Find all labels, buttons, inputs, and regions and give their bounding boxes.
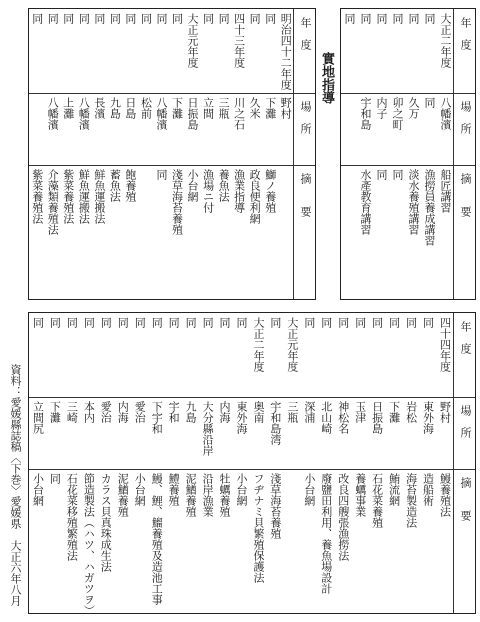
header-place: 場 所 [459, 101, 472, 134]
row-place: 立間尻 [31, 401, 45, 434]
header-note: 摘 要 [299, 173, 312, 217]
row-place: 八幡濱 [77, 97, 91, 130]
row-year: 同 [123, 13, 137, 24]
row-place: 宇和島 [359, 97, 372, 130]
row-note: 牡蠣養殖 [218, 473, 232, 517]
row-year: 同 [370, 317, 384, 328]
row-year: 同 [234, 317, 248, 328]
table-row [357, 9, 373, 299]
row-year: 同 [31, 317, 45, 328]
row-note: 同 [48, 473, 62, 484]
row-place: 八幡濱 [154, 97, 168, 130]
row-note: 廢鹽田利用、養魚場設計 [319, 473, 333, 594]
row-year: 大正元年度 [186, 13, 200, 68]
row-place: 長濱 [92, 97, 106, 119]
row-place: 下灘 [387, 401, 401, 423]
row-year: 同 [217, 13, 231, 24]
row-year: 同 [116, 317, 130, 328]
row-year: 同 [353, 317, 367, 328]
row-year: 同 [108, 13, 122, 24]
section-title: 實地指導 [319, 52, 334, 104]
table-row [216, 313, 233, 613]
row-note: 小台網 [31, 473, 45, 506]
header-column [293, 9, 315, 299]
table-bottom [28, 312, 476, 614]
row-year: 明治四十二年度 [279, 13, 293, 90]
row-note: 泥鰌養殖 [184, 473, 198, 517]
row-note: 紫菜養殖法 [30, 169, 44, 224]
row-place: 大分縣沿岸 [201, 401, 215, 456]
row-note: 石花菜移殖繁殖法 [65, 473, 79, 561]
header-place: 場 所 [299, 101, 312, 134]
row-note: 小台網 [234, 473, 248, 506]
table-row [385, 313, 402, 613]
row-note: 同 [375, 169, 388, 180]
table-row [437, 9, 453, 299]
table-row [421, 9, 437, 299]
row-place: 玉津 [353, 401, 367, 423]
row-year: 同 [154, 13, 168, 24]
row-year: 同 [133, 317, 147, 328]
row-year: 同 [150, 317, 164, 328]
table-row [231, 9, 247, 299]
table-row [246, 9, 262, 299]
row-place: 松前 [139, 97, 153, 119]
row-year: 同 [48, 317, 62, 328]
row-year: 同 [170, 13, 184, 24]
table-row [233, 313, 250, 613]
table-row [283, 313, 300, 613]
table-top-right [340, 8, 476, 300]
row-year: 同 [167, 317, 181, 328]
table-row [266, 313, 283, 613]
row-place: 三瓶 [285, 401, 299, 423]
row-place: 三瓶 [217, 97, 231, 119]
row-place: 東外海 [421, 401, 435, 434]
row-year: 大正二年度 [439, 13, 452, 68]
table-row [199, 313, 216, 613]
row-note: 石花菜養殖 [370, 473, 384, 528]
row-place: 下宇和 [150, 401, 164, 434]
row-note: 沿岸漁業 [201, 473, 215, 517]
row-place: 東外海 [234, 401, 248, 434]
row-note: フヂナミ貝繁殖保護法 [251, 473, 265, 583]
header-column [453, 313, 475, 613]
row-year: 同 [268, 317, 282, 328]
row-place: 九島 [108, 97, 122, 119]
row-place: 下灘 [263, 97, 277, 119]
table-row [76, 9, 92, 299]
row-year: 同 [336, 317, 350, 328]
table-row [131, 313, 148, 613]
row-year: 同 [263, 13, 277, 24]
row-place: 八幡濱 [439, 97, 452, 130]
row-note: 淺草海苔養殖 [170, 169, 184, 235]
table-row [317, 313, 334, 613]
table-row [29, 9, 45, 299]
row-year: 同 [404, 317, 418, 328]
table-row [107, 9, 123, 299]
row-note: 鰻、鯉、鰡養殖及造池工事 [150, 473, 164, 605]
row-year: 同 [82, 317, 96, 328]
header-note: 摘 要 [459, 477, 472, 521]
row-place: 内海 [218, 401, 232, 423]
row-note: 養蠣事業 [353, 473, 367, 517]
table-row [153, 9, 169, 299]
row-year: 同 [61, 13, 75, 24]
row-note: 泥鰌養殖 [116, 473, 130, 517]
table-row [334, 313, 351, 613]
row-year: 同 [65, 317, 79, 328]
row-year: 大正元年度 [285, 317, 299, 372]
row-note: 鰻養殖法 [438, 473, 452, 517]
row-year: 同 [421, 317, 435, 328]
row-note: 鱧養殖 [167, 473, 181, 506]
row-place: 内子 [375, 97, 388, 119]
row-place: 川之石 [232, 97, 246, 130]
table-row [215, 9, 231, 299]
table-row [63, 313, 80, 613]
table-row [138, 9, 154, 299]
row-note: 同 [391, 169, 404, 180]
row-note: 漁業指導 [232, 169, 246, 213]
table-row [351, 313, 368, 613]
table-row [97, 313, 114, 613]
row-note: 養魚法 [217, 169, 231, 202]
row-year: 同 [184, 317, 198, 328]
row-place: 神松名 [336, 401, 350, 434]
row-year: 同 [407, 13, 420, 24]
source-note: 資料：愛媛縣誌稿〈下巻〉愛媛県 大正六年八月 [9, 364, 22, 606]
row-year: 同 [375, 13, 388, 24]
row-year: 大正二年度 [251, 317, 265, 372]
row-note: カラス貝真珠成生法 [99, 473, 113, 572]
row-year: 四十三年度 [232, 13, 246, 68]
row-note: 漁撈員養成講習 [423, 169, 436, 246]
header-column [453, 9, 475, 299]
row-year: 同 [423, 13, 436, 24]
row-year: 同 [391, 13, 404, 24]
row-place: 卯之町 [391, 97, 404, 130]
table-row [300, 313, 317, 613]
row-year: 同 [99, 317, 113, 328]
row-note: 蓄魚法 [108, 169, 122, 202]
table-row [169, 9, 185, 299]
row-place: 立間 [201, 97, 215, 119]
row-note: 小台網 [302, 473, 316, 506]
row-place: 北山崎 [319, 401, 333, 434]
table-row [368, 313, 385, 613]
row-note: 同 [154, 169, 168, 180]
table-row [341, 9, 357, 299]
row-place: 宇和島湾 [268, 401, 282, 445]
row-place: 岩松 [404, 401, 418, 423]
row-note: 改良四艘張漁撈法 [336, 473, 350, 561]
table-top-left [28, 8, 316, 300]
row-year: 同 [201, 13, 215, 24]
row-place: 久万 [407, 97, 420, 119]
table-row [45, 9, 61, 299]
row-year: 同 [92, 13, 106, 24]
table-row [405, 9, 421, 299]
row-note: 政良便利網 [248, 169, 262, 224]
row-year: 同 [218, 317, 232, 328]
header-place: 場 所 [459, 405, 472, 438]
table-row [389, 9, 405, 299]
row-place: 久米 [248, 97, 262, 119]
table-row [419, 313, 436, 613]
row-year: 同 [139, 13, 153, 24]
row-place: 下灘 [170, 97, 184, 119]
row-place: 同 [423, 97, 436, 108]
header-year: 年 度 [299, 17, 312, 50]
row-place: 日島 [123, 97, 137, 119]
row-place: 上灘 [61, 97, 75, 119]
row-place: 下灘 [48, 401, 62, 423]
row-year: 同 [201, 317, 215, 328]
row-note: 水產教育講習 [359, 169, 372, 235]
table-row [277, 9, 293, 299]
row-note: 淡水養殖講習 [407, 169, 420, 235]
row-note: 鮪流網 [387, 473, 401, 506]
row-note: 漁場ニ付 [201, 169, 215, 213]
row-note: 鮮魚運搬法 [92, 169, 106, 224]
row-note: 飽養殖 [123, 169, 137, 202]
row-place: 愛治 [99, 401, 113, 423]
row-year: 同 [343, 13, 356, 24]
table-row [122, 9, 138, 299]
table-row [200, 9, 216, 299]
row-place: 内海 [116, 401, 130, 423]
row-place: 野村 [438, 401, 452, 423]
table-row [60, 9, 76, 299]
row-year: 同 [302, 317, 316, 328]
row-year: 同 [387, 317, 401, 328]
table-row [249, 313, 266, 613]
table-row [29, 313, 46, 613]
table-row [402, 313, 419, 613]
row-note: 鰤ノ養殖 [263, 169, 277, 213]
row-place: 本内 [82, 401, 96, 423]
header-year: 年 度 [459, 321, 472, 354]
table-row [114, 313, 131, 613]
table-row [184, 9, 200, 299]
row-place: 日振島 [370, 401, 384, 434]
table-row [262, 9, 278, 299]
row-place: 奥南 [251, 401, 265, 423]
row-place: 愛治 [133, 401, 147, 423]
row-place: 八幡濱 [46, 97, 60, 130]
row-place: 三崎 [65, 401, 79, 423]
row-place: 野村 [279, 97, 293, 119]
row-note: 海苔製造法 [404, 473, 418, 528]
row-note: 節造製法（ハツ、ハガツヲ） [82, 473, 96, 616]
row-note: 鮮魚運搬法 [77, 169, 91, 224]
table-row [165, 313, 182, 613]
table-row [436, 313, 453, 613]
row-note: 造船術 [421, 473, 435, 506]
row-note: 船匠講習 [439, 169, 452, 213]
row-year: 四十四年度 [438, 317, 452, 372]
row-place: 宇和 [167, 401, 181, 423]
table-row [148, 313, 165, 613]
header-year: 年 度 [459, 17, 472, 50]
table-row [182, 313, 199, 613]
row-note: 介藻類養殖法 [46, 169, 60, 235]
table-row [46, 313, 63, 613]
row-year: 同 [359, 13, 372, 24]
row-year: 同 [248, 13, 262, 24]
header-note: 摘 要 [459, 173, 472, 217]
row-year: 同 [319, 317, 333, 328]
row-note: 紫菜養殖法 [61, 169, 75, 224]
table-row [373, 9, 389, 299]
table-row [80, 313, 97, 616]
row-place: 深浦 [302, 401, 316, 423]
row-year: 同 [77, 13, 91, 24]
row-year: 同 [46, 13, 60, 24]
row-note: 小台網 [133, 473, 147, 506]
row-place: 日振島 [186, 97, 200, 130]
row-note: 淺草海苔養殖 [268, 473, 282, 539]
row-year: 同 [30, 13, 44, 24]
row-place: 九島 [184, 401, 198, 423]
table-row [91, 9, 107, 299]
row-note: 小台網 [186, 169, 200, 202]
